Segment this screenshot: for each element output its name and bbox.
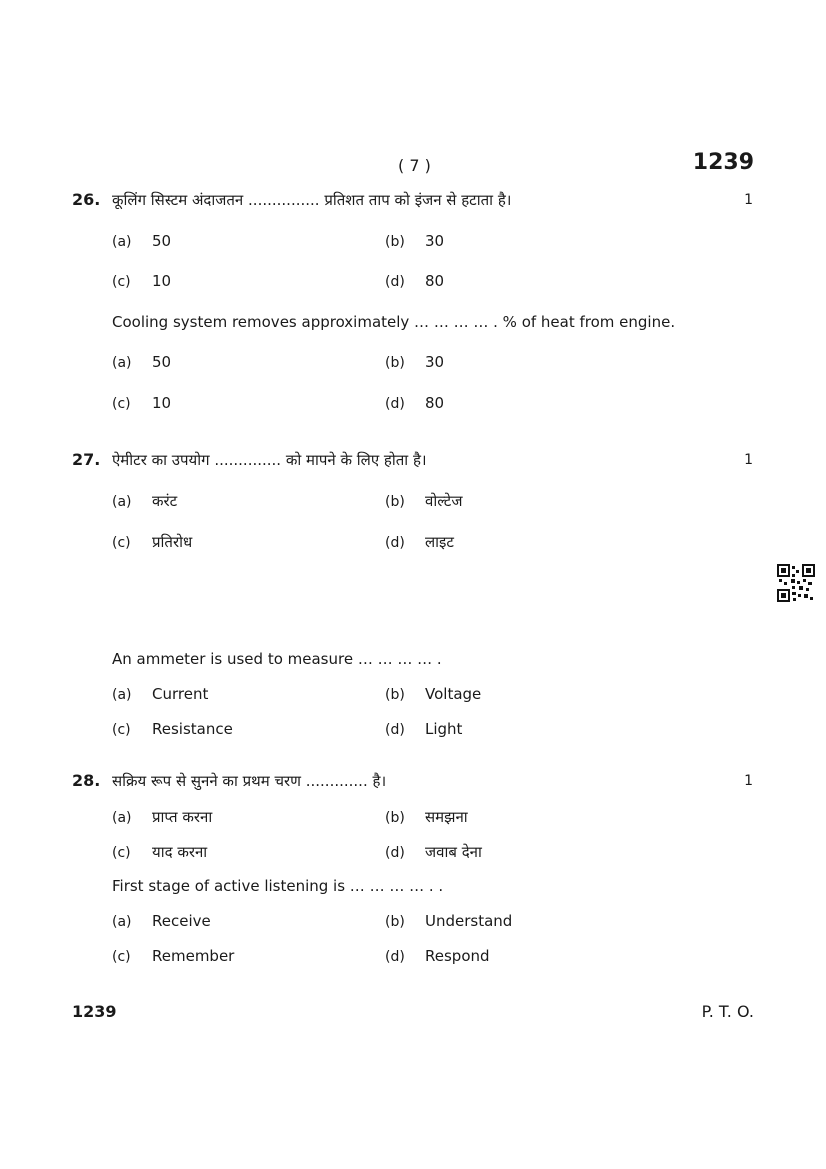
option-d: (d) जवाब देना xyxy=(385,843,482,861)
question-text-hindi: ऐमीटर का उपयोग .............. को मापने के लिए होता है। xyxy=(112,451,427,469)
please-turn-over: P. T. O. xyxy=(701,1002,754,1021)
option-b: (b) Voltage xyxy=(385,685,482,703)
option-c: (c) प्रतिरोध xyxy=(112,533,193,551)
question-text-hindi: सक्रिय रूप से सुनने का प्रथम चरण ............. है। xyxy=(112,772,387,790)
option-a: (a) Current xyxy=(112,685,209,703)
option-a: (a) प्राप्त करना xyxy=(112,808,213,826)
option-b: (b) 30 xyxy=(385,232,445,250)
question-text-english: First stage of active listening is … … … … . . xyxy=(112,877,444,895)
option-b: (b) 30 xyxy=(385,353,445,371)
question-marks: 1 xyxy=(744,773,753,789)
option-c: (c) याद करना xyxy=(112,843,208,861)
footer-paper-code: 1239 xyxy=(72,1002,117,1021)
option-a: (a) 50 xyxy=(112,353,172,371)
question-text-hindi: कूलिंग सिस्टम अंदाजतन ............... प्रतिशत ताप को इंजन से हटाता है। xyxy=(112,191,512,209)
option-c: (c) Resistance xyxy=(112,720,233,738)
option-b: (b) वोल्टेज xyxy=(385,492,463,510)
option-c: (c) 10 xyxy=(112,272,172,290)
option-d: (d) 80 xyxy=(385,272,445,290)
option-c: (c) 10 xyxy=(112,394,172,412)
option-d: (d) Respond xyxy=(385,947,490,965)
option-b: (b) Understand xyxy=(385,912,513,930)
option-a: (a) Receive xyxy=(112,912,211,930)
qr-code-icon xyxy=(777,564,815,602)
page-number: ( 7 ) xyxy=(398,156,431,175)
option-b: (b) समझना xyxy=(385,808,468,826)
option-a: (a) करंट xyxy=(112,492,178,510)
option-c: (c) Remember xyxy=(112,947,235,965)
option-d: (d) लाइट xyxy=(385,533,454,551)
option-a: (a) 50 xyxy=(112,232,172,250)
question-number: 26. xyxy=(72,190,101,209)
question-marks: 1 xyxy=(744,452,753,468)
question-text-english: An ammeter is used to measure … … … … . xyxy=(112,650,442,668)
question-text-english: Cooling system removes approximately … … … … . % of heat from engine. xyxy=(112,313,676,331)
question-number: 28. xyxy=(72,771,101,790)
option-d: (d) 80 xyxy=(385,394,445,412)
paper-code: 1239 xyxy=(692,150,754,175)
question-number: 27. xyxy=(72,450,101,469)
option-d: (d) Light xyxy=(385,720,463,738)
question-marks: 1 xyxy=(744,192,753,208)
